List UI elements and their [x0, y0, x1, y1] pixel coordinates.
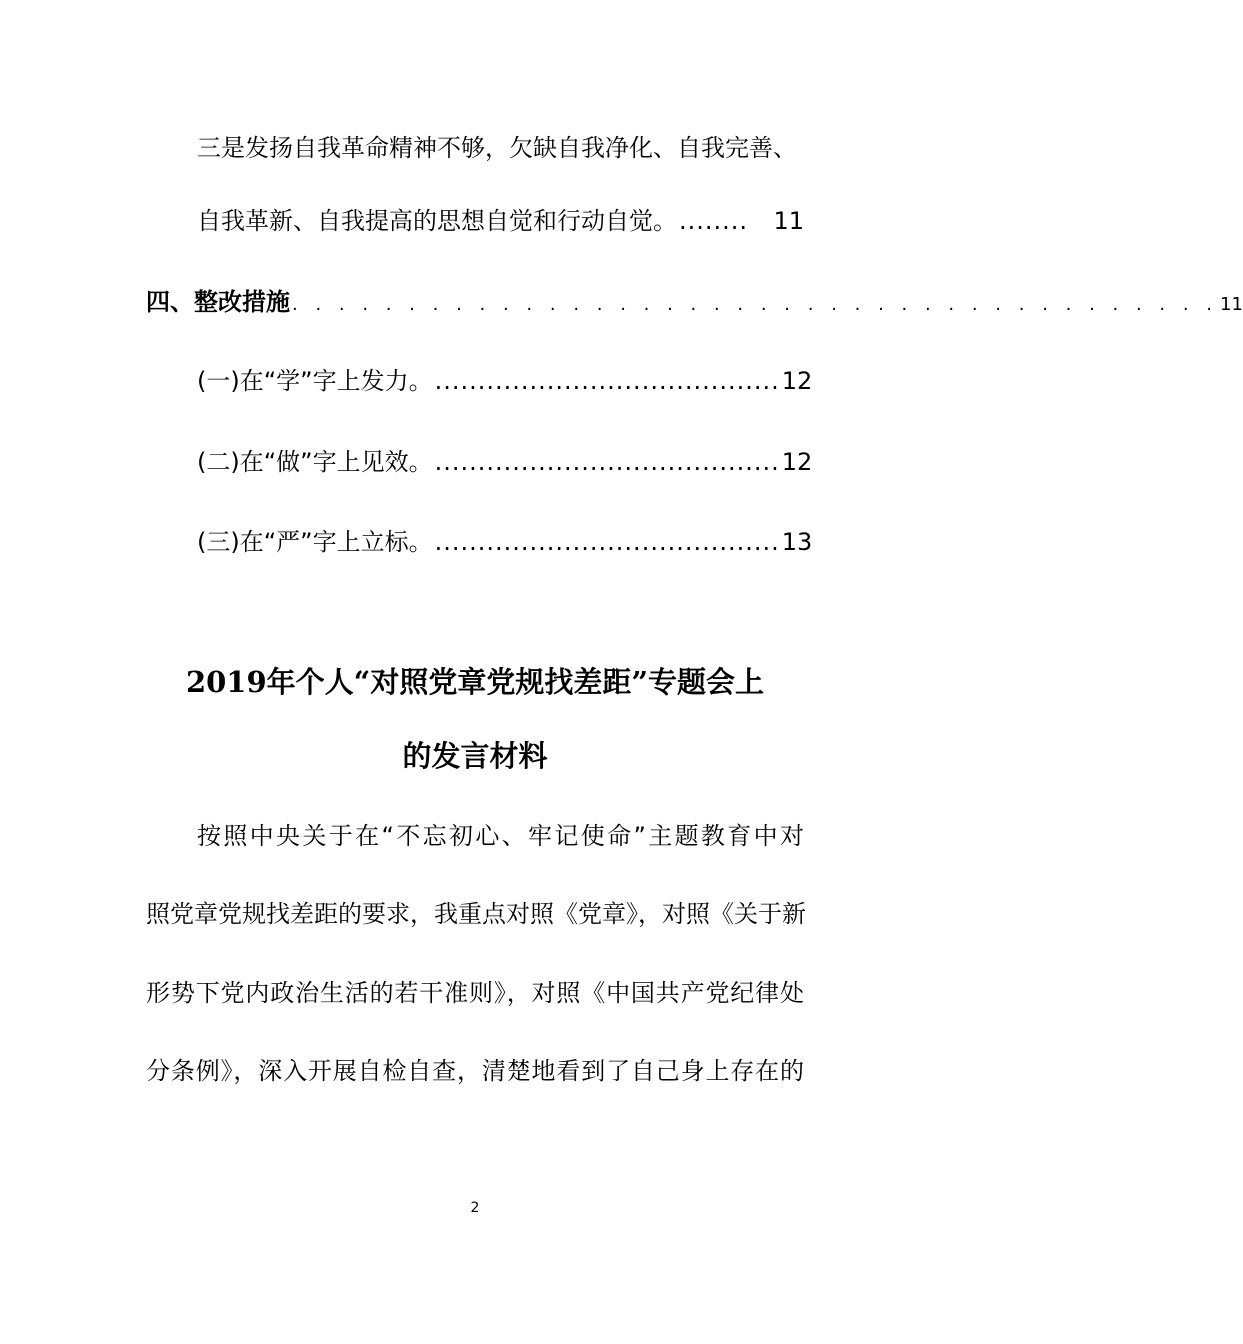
toc-subsection-3[interactable]	[197, 526, 813, 558]
body-text-line: 照党章党规找差距的要求，我重点对照《党章》，对照《关于新	[146, 900, 806, 928]
toc-dot-leader: ........................................	[434, 448, 780, 476]
toc-dot-leader: ........	[679, 207, 749, 235]
toc-subsection-1[interactable]	[197, 365, 813, 397]
toc-page-number: 12	[781, 448, 813, 476]
toc-entry-label: 自我革新、自我提高的思想自觉和行动自觉。	[197, 207, 677, 235]
article-title-line-2: 的发言材料	[402, 739, 548, 773]
toc-entry-3-line-1	[197, 132, 804, 164]
toc-dot-leader: ........................................	[434, 367, 780, 395]
toc-page-number: 11	[1220, 294, 1243, 315]
toc-section-4[interactable]	[146, 286, 1243, 318]
toc-entry-label: (二)在“做”字上见效。	[197, 448, 433, 476]
toc-page-number: 11	[773, 207, 804, 235]
toc-section-label: 四、整改措施	[146, 288, 290, 316]
toc-entry-text: 三是发扬自我革命精神不够，欠缺自我净化、自我完善、	[197, 134, 797, 162]
body-text-line: 形势下党内政治生活的若干准则》，对照《中国共产党纪律处	[146, 979, 804, 1007]
toc-entry-3-line-2[interactable]	[197, 205, 804, 237]
toc-entry-label: (三)在“严”字上立标。	[197, 528, 433, 556]
article-title-line-1: 2019年个人“对照党章党规找差距”专题会上	[185, 665, 765, 699]
toc-dot-leader: ........................................	[434, 528, 780, 556]
toc-dot-leader: . . . . . . . . . . . . . . . . . . . . . . . . . . . . . . . . . . . . . . . .	[292, 294, 1219, 315]
toc-entry-label: (一)在“学”字上发力。	[197, 367, 433, 395]
body-text-line: 按照中央关于在“不忘初心、牢记使命”主题教育中对	[197, 822, 804, 850]
page-number: 2	[470, 1200, 480, 1216]
toc-subsection-2[interactable]	[197, 446, 813, 478]
toc-page-number: 13	[781, 528, 813, 556]
toc-page-number: 12	[781, 367, 813, 395]
body-text-line: 分条例》，深入开展自检自查，清楚地看到了自己身上存在的	[146, 1057, 804, 1085]
